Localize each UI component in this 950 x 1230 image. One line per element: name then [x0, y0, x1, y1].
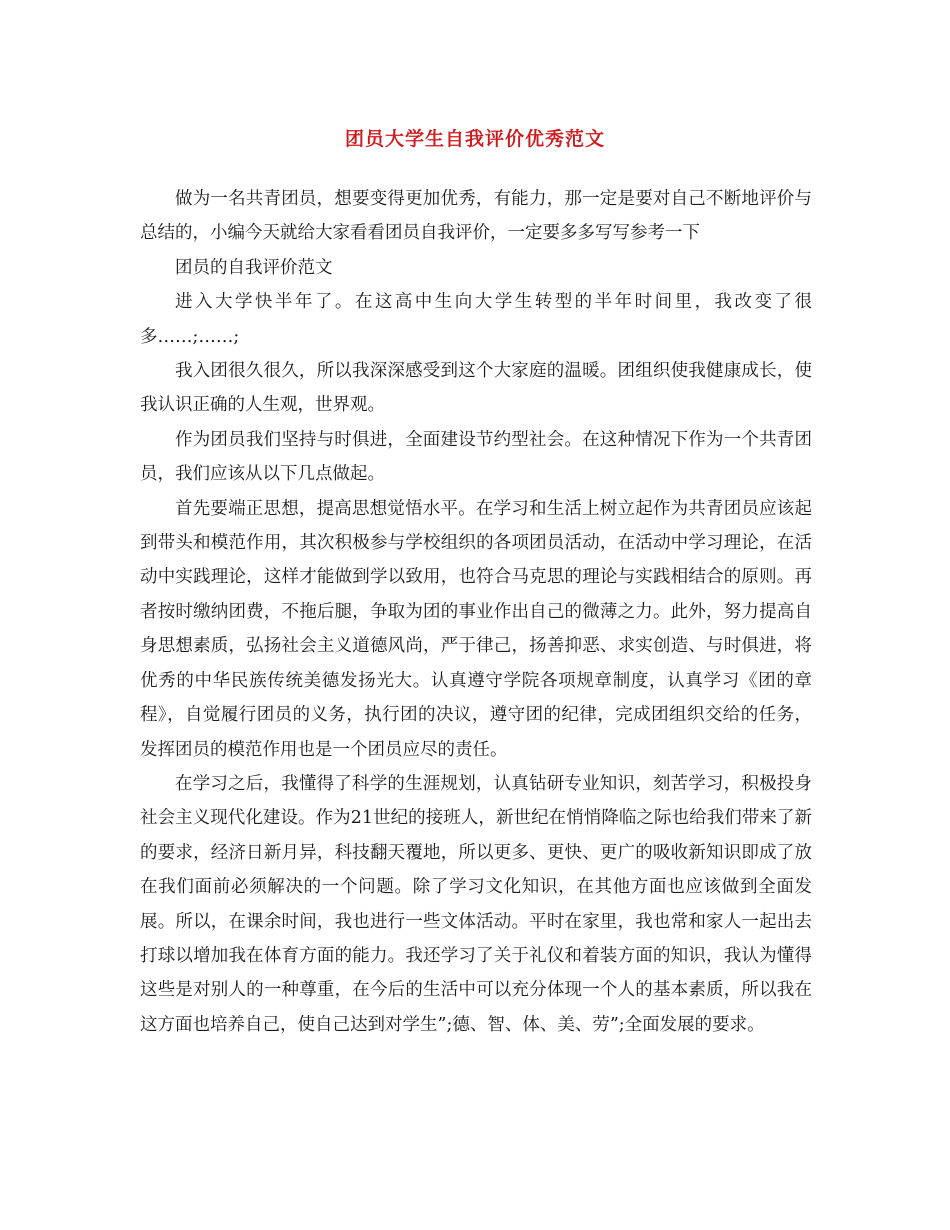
- document-title: 团员大学生自我评价优秀范文: [344, 128, 605, 150]
- paragraph-keep-pace: 作为团员我们坚持与时俱进，全面建设节约型社会。在这种情况下作为一个共青团员，我们应该从以下几点做起。: [140, 429, 812, 485]
- paragraph-subheading: 团员的自我评价范文: [175, 257, 333, 278]
- paragraph-intro: 做为一名共青团员，想要变得更加优秀，有能力，那一定是要对自己不断地评价与总结的，小编今天就给大家看看团员自我评价，一定要多多写写参考一下: [140, 189, 812, 244]
- paragraph-ideology: 首先要端正思想，提高思想觉悟水平。在学习和生活上树立起作为共青团员应该起到带头和模范作用，其次积极参与学校组织的各项团员活动，在活动中学习理论，在活动中实践理论，这样才能做到学以致用，也符合马克思的理论与实践相结合的原则。再者按时缴纳团费，不拖后腿，争取为团的事业作出自己的微薄之力。此外，努力提高自身思想素质，弘扬社会主义道德风尚，严于律己，扬善抑恶、求实创造、与时俱进，将优秀的中华民族传统美德发扬光大。认真遵守学院各项规章制度，认真学习《团的章程》，自觉履行团员的义务，执行团的决议，遵守团的纪律，完成团组织交给的任务，发挥团员的模范作用也是一个团员应尽的责任。: [140, 498, 812, 760]
- paragraph-join-league: 我入团很久很久，所以我深深感受到这个大家庭的温暖。团组织使我健康成长，使我认识正确的人生观，世界观。: [140, 361, 812, 416]
- document-body: [140, 182, 812, 1042]
- paragraph-study: 在学习之后，我懂得了科学的生涯规划，认真钻研专业知识，刻苦学习，积极投身社会主义现代化建设。作为21世纪的接班人，新世纪在悄悄降临之际也给我们带来了新的要求，经济日新月异，科技翻天覆地，所以更多、更快、更广的吸收新知识即成了放在我们面前必须解决的一个问题。除了学习文化知识，在其他方面也应该做到全面发展。所以，在课余时间，我也进行一些文体活动。平时在家里，我也常和家人一起出去打球以增加我在体育方面的能力。我还学习了关于礼仪和着装方面的知识，我认为懂得这些是对别人的一种尊重，在今后的生活中可以充分体现一个人的基本素质，所以我在这方面也培养自己，使自己达到对学生”;德、智、体、美、劳”;全面发展的要求。: [140, 773, 812, 1035]
- paragraph-half-year: 进入大学快半年了。在这高中生向大学生转型的半年时间里，我改变了很多……;……;: [140, 292, 812, 347]
